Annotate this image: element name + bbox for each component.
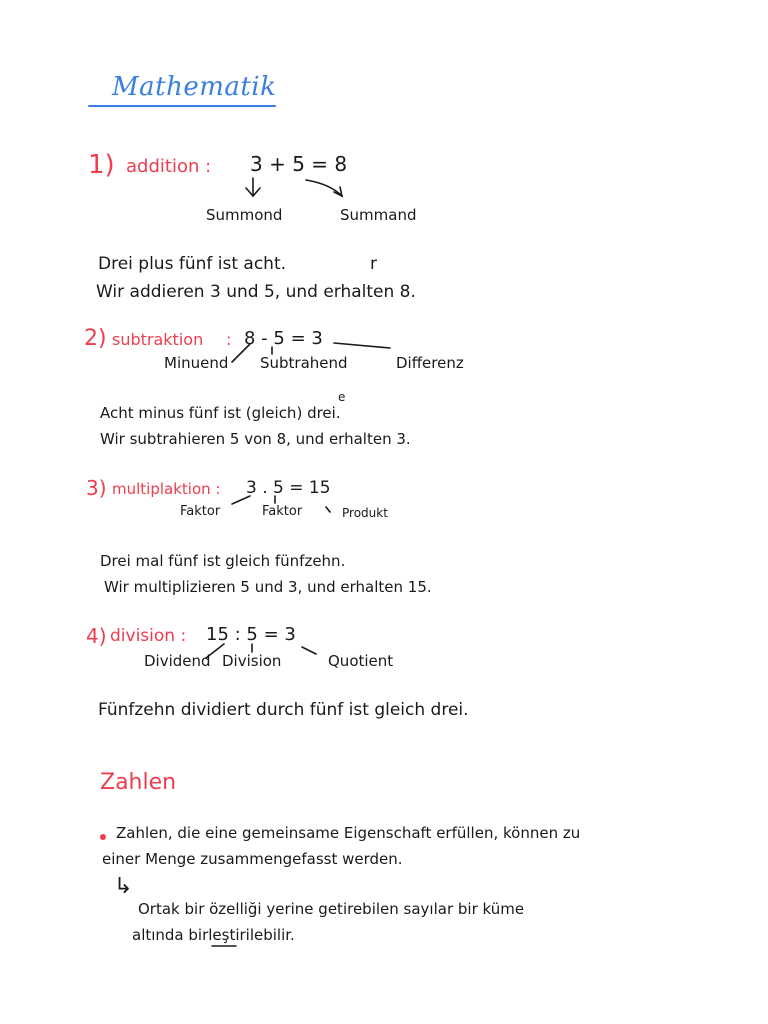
section-number-4: 4) (86, 624, 107, 648)
multiplikation-term-1: Faktor (180, 504, 221, 519)
section-number-1: 1) (88, 150, 115, 180)
down-arrow-icon (246, 178, 260, 196)
section-label-multiplikation: multiplaktion : (112, 480, 221, 498)
translation-arrow-icon: ↳ (114, 874, 133, 899)
multiplikation-sentence-2: Wir multiplizieren 5 und 3, und erhalten 15. (104, 578, 432, 596)
division-equation: 15 : 5 = 3 (206, 624, 296, 645)
multiplikation-equation: 3 . 5 = 15 (246, 478, 331, 498)
addition-equation: 3 + 5 = 8 (250, 152, 348, 176)
subtraktion-sentence-1: Acht minus fünf ist (gleich) drei. (100, 404, 341, 422)
section-heading-zahlen: Zahlen (100, 770, 177, 795)
zahlen-sentence-1: Zahlen, die eine gemeinsame Eigenschaft erfüllen, können zu (116, 824, 581, 842)
addition-sentence-2: Wir addieren 3 und 5, und erhalten 8. (96, 282, 416, 302)
section-label-addition: addition : (126, 156, 212, 177)
subtraktion-term-2: Subtrahend (260, 354, 348, 372)
subtraktion-colon: : (226, 330, 232, 349)
multiplikation-term-3: Produkt (342, 506, 388, 520)
addition-sentence-1: Drei plus fünf ist acht. (98, 254, 287, 274)
division-term-3: Quotient (328, 652, 394, 670)
subtraktion-sentence-2: Wir subtrahieren 5 von 8, und erhalten 3. (100, 430, 411, 448)
curved-arrow-icon (306, 180, 342, 196)
addition-stray-mark: r (370, 254, 377, 274)
subtraktion-correction-mark: e (338, 390, 346, 404)
multiplikation-term-2: Faktor (262, 504, 303, 519)
translation-line-1: Ortak bir özelliği yerine getirebilen sayılar bir küme (138, 900, 525, 918)
division-sentence-1: Fünfzehn dividiert durch fünf ist gleich drei. (98, 700, 469, 720)
division-term-2: Division (222, 652, 282, 670)
subtraktion-term-3: Differenz (396, 354, 464, 372)
produkt-tick (326, 507, 330, 512)
subtraktion-equation: 8 - 5 = 3 (244, 328, 323, 349)
section-label-division: division : (110, 626, 187, 646)
multiplikation-sentence-1: Drei mal fünf ist gleich fünfzehn. (100, 552, 346, 570)
addition-term-1: Summond (206, 206, 283, 224)
section-label-subtraktion: subtraktion (112, 330, 204, 349)
page-title: Mathematik (112, 72, 277, 102)
translation-line-2: altında birleştirilebilir. (132, 926, 295, 944)
differenz-line (334, 343, 390, 348)
quotient-tick (302, 647, 316, 654)
subtraktion-term-1: Minuend (164, 354, 229, 372)
title-underline (88, 105, 276, 107)
section-number-2: 2) (84, 326, 107, 351)
bullet-dot (100, 834, 106, 840)
section-number-3: 3) (86, 476, 107, 500)
addition-term-2: Summand (340, 206, 417, 224)
zahlen-sentence-2: einer Menge zusammengefasst werden. (102, 850, 403, 868)
division-term-1: Dividend (144, 652, 211, 670)
